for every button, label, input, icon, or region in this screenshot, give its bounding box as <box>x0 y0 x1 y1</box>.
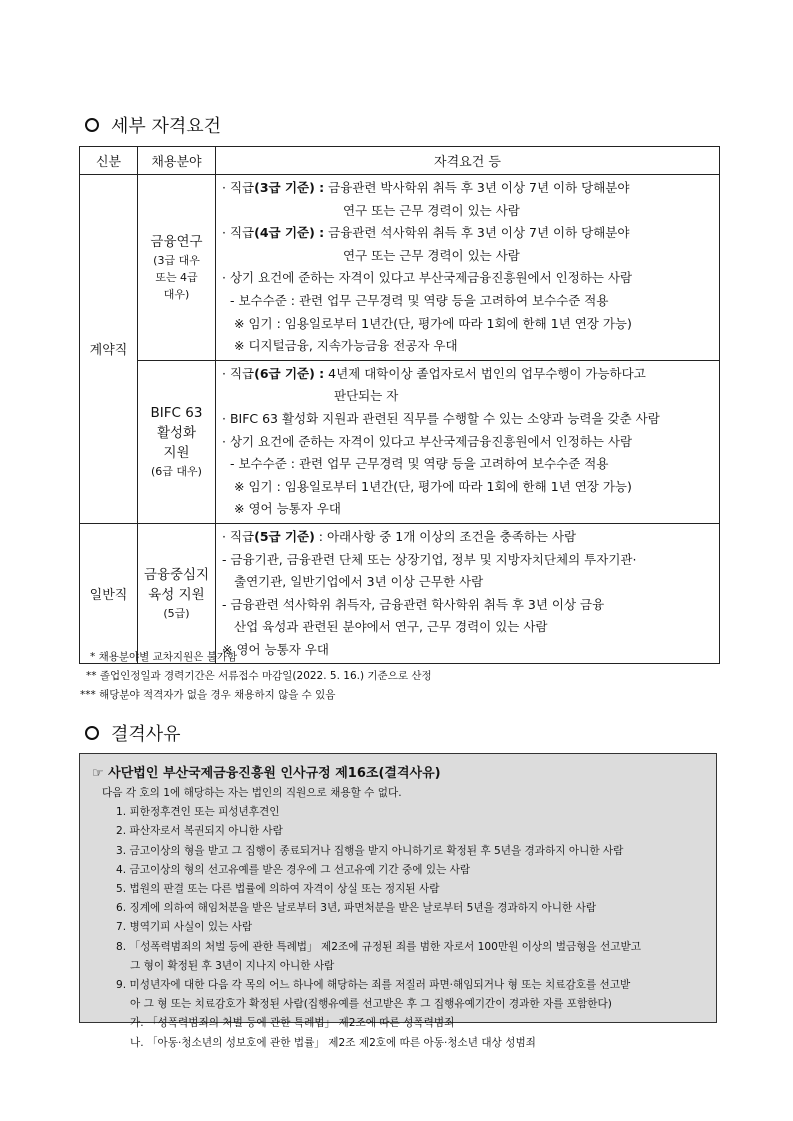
requirement-line: ※ 디지털금융, 지속가능금융 전공자 우대 <box>234 338 458 354</box>
requirement-line: ※ 임기 : 임용일로부터 1년간(단, 평가에 따라 1회에 한해 1년 연장 가능) <box>234 478 632 494</box>
footnotes <box>80 648 432 705</box>
requirement-line: - 금융관련 석사학위 취득자, 금융관련 학사학위 취득 후 3년 이상 금융 <box>222 596 605 612</box>
field-name: BIFC 63 <box>150 405 203 422</box>
requirement-line: 판단되는 자 <box>334 388 399 404</box>
field-grade: (6급 대우) <box>151 465 202 479</box>
qualifications-table <box>79 146 720 664</box>
list-item: 1. 피한정후견인 또는 피성년후견인 <box>116 806 280 819</box>
field-grade: (3급 대우 <box>153 253 200 267</box>
field-cell <box>138 175 216 361</box>
requirement-line: ※ 임기 : 임용일로부터 1년간(단, 평가에 따라 1회에 한해 1년 연장 가능) <box>234 315 632 331</box>
header-field: 채용분야 <box>138 147 216 175</box>
list-item: 다음 각 호의 1에 해당하는 자는 법인의 직원으로 채용할 수 없다. <box>102 787 402 799</box>
list-item: 5. 법원의 판결 또는 다른 법률에 의하여 자격이 상실 또는 정지된 사람 <box>116 883 440 896</box>
list-item: 아 그 형 또는 치료감호가 확정된 사람(집행유예를 선고받은 후 그 집행유예기간이 경과한 자를 포함한다) <box>130 998 612 1011</box>
requirement-line: · 상기 요건에 준하는 자격이 있다고 부산국제금융진흥원에서 인정하는 사람 <box>222 270 633 286</box>
header-status: 신분 <box>80 147 138 175</box>
list-item: 7. 병역기피 사실이 있는 사람 <box>116 921 253 934</box>
box-title: ☞ 사단법인 부산국제금융진흥원 인사규정 제16조(결격사유) <box>92 766 441 781</box>
field-name: 지원 <box>163 445 190 462</box>
table-row <box>80 523 720 664</box>
requirement-line: · 직급(3급 기준) : 금융관련 박사학위 취득 후 3년 이상 7년 이하 당해분야 <box>222 180 630 195</box>
requirement-line: 출연기관, 일반기업에서 3년 이상 근무한 사람 <box>234 574 484 590</box>
field-cell <box>138 360 216 523</box>
status-cell-general: 일반직 <box>80 523 138 664</box>
footnote: *** 해당분야 적격자가 없을 경우 채용하지 않을 수 있음 <box>80 689 336 701</box>
requirement-line: - 보수수준 : 관련 업무 근무경력 및 역량 등을 고려하여 보수수준 적용 <box>230 456 609 472</box>
requirement-line: · 직급(4급 기준) : 금융관련 석사학위 취득 후 3년 이상 7년 이하 당해분야 <box>222 225 630 241</box>
list-item: 8. 「성폭력범죄의 처벌 등에 관한 특례법」 제2조에 규정된 죄를 범한 자로서 100만원 이상의 벌금형을 선고받고 <box>116 940 641 953</box>
requirement-line: ※ 영어 능통자 우대 <box>234 501 341 517</box>
requirements-cell <box>216 523 720 664</box>
circle-bullet-icon <box>85 118 99 132</box>
field-name: 육성 지원 <box>148 587 205 604</box>
section-title: 세부 자격요건 <box>111 116 222 137</box>
footnote: ** 졸업인정일과 경력기간은 서류접수 마감일(2022. 5. 16.) 기준으로 산정 <box>86 670 432 682</box>
field-grade: 또는 4급 <box>155 270 198 284</box>
section-heading-disqualifications <box>85 720 181 746</box>
list-item: 가. 「성폭력범죄의 처벌 등에 관한 특례법」 제2조에 따른 성폭력범죄 <box>130 1017 455 1030</box>
circle-bullet-icon <box>85 726 99 740</box>
requirements-cell <box>216 360 720 523</box>
list-item: 그 형이 확정된 후 3년이 지나지 아니한 사람 <box>130 959 335 972</box>
section-title: 결격사유 <box>111 724 181 745</box>
field-grade: 대우) <box>163 287 190 301</box>
requirement-line: 산업 육성과 관련된 분야에서 연구, 근무 경력이 있는 사람 <box>234 619 548 635</box>
requirement-line: ※ 영어 능통자 우대 <box>222 641 329 657</box>
disqualification-list <box>92 784 706 1053</box>
field-name: 활성화 <box>156 425 197 442</box>
table-header-row <box>80 147 720 175</box>
field-name: 금융연구 <box>150 233 203 250</box>
footnote: * 채용분야별 교차지원은 불가함 <box>90 651 238 663</box>
requirement-line: 연구 또는 근무 경력이 있는 사람 <box>343 202 520 218</box>
list-item: 4. 금고이상의 형의 선고유예를 받은 경우에 그 선고유예 기간 중에 있는 사람 <box>116 863 471 876</box>
disqualification-box <box>79 753 717 1049</box>
requirement-line: · 상기 요건에 준하는 자격이 있다고 부산국제금융진흥원에서 인정하는 사람 <box>222 433 633 449</box>
table-row <box>80 175 720 361</box>
list-item: 나. 「아동·청소년의 성보호에 관한 법률」 제2조 제2호에 따른 아동·청소년 대상 성범죄 <box>130 1036 536 1049</box>
section-heading-qualifications <box>85 112 221 138</box>
requirement-line: · BIFC 63 활성화 지원과 관련된 직무를 수행할 수 있는 소양과 능력을 갖춘 사람 <box>222 410 660 426</box>
requirement-line: · 직급(6급 기준) : 4년제 대학이상 졸업자로서 법인의 업무수행이 가능하다고 <box>222 365 646 381</box>
requirement-line: · 직급(5급 기준) : 아래사항 중 1개 이상의 조건을 충족하는 사람 <box>222 528 577 544</box>
list-item: 9. 미성년자에 대한 다음 각 목의 어느 하나에 해당하는 죄를 저질러 파면·해임되거나 형 또는 치료감호를 선고받 <box>116 979 631 992</box>
requirement-line: - 보수수준 : 관련 업무 근무경력 및 역량 등을 고려하여 보수수준 적용 <box>230 292 609 308</box>
list-item: 3. 금고이상의 형을 받고 그 집행이 종료되거나 집행을 받지 아니하기로 확정된 후 5년을 경과하지 아니한 사람 <box>116 844 624 857</box>
requirements-cell <box>216 175 720 361</box>
list-item: 6. 징계에 의하여 해임처분을 받은 날로부터 3년, 파면처분을 받은 날로부터 5년을 경과하지 아니한 사람 <box>116 902 597 915</box>
requirement-line: - 금융기관, 금융관련 단체 또는 상장기업, 정부 및 지방자치단체의 투자기관· <box>222 551 637 567</box>
field-name: 금융중심지 <box>143 567 210 584</box>
requirement-line: 연구 또는 근무 경력이 있는 사람 <box>343 247 520 263</box>
header-requirements: 자격요건 등 <box>216 147 720 175</box>
field-cell <box>138 523 216 664</box>
field-grade: (5급) <box>163 607 190 621</box>
status-cell-contract: 계약직 <box>80 175 138 524</box>
list-item: 2. 파산자로서 복권되지 아니한 사람 <box>116 825 283 838</box>
table-row <box>80 360 720 523</box>
